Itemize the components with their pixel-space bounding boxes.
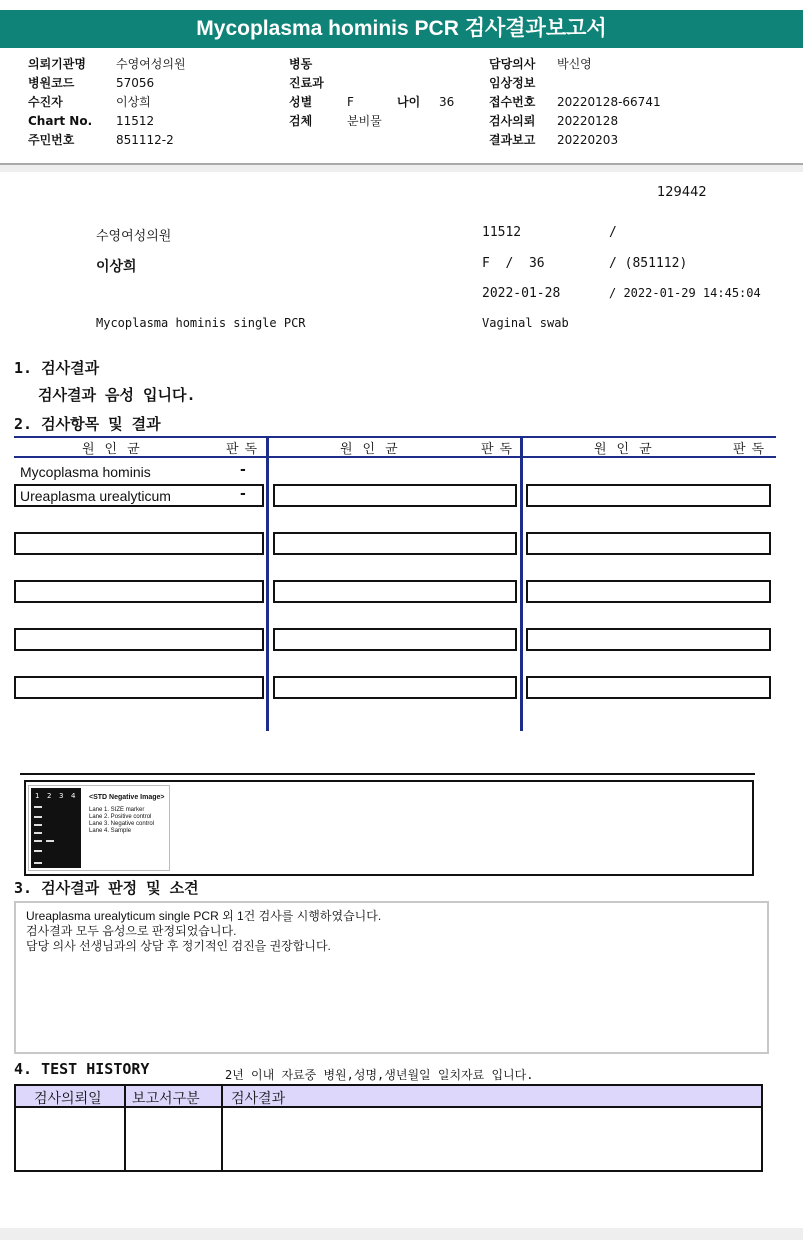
pathogen-result-1: - [240, 462, 246, 478]
summary-request-date: 2022-01-28 [482, 286, 561, 301]
result-cell [273, 484, 517, 507]
summary-report-datetime: / 2022-01-29 14:45:04 [609, 286, 761, 300]
institution-label: 의뢰기관명 [28, 57, 86, 71]
result-cell [273, 532, 517, 555]
gel-band [34, 806, 42, 808]
section2-title: 2. 검사항목 및 결과 [14, 415, 161, 433]
gel-band [34, 832, 42, 834]
report-date-value: 20220203 [557, 133, 619, 147]
report-title: Mycoplasma hominis PCR 검사결과보고서 [0, 10, 803, 48]
col-pathogen-3: 원인균 [594, 442, 662, 457]
gel-caption-line: Lane 4. Sample [89, 828, 132, 834]
chart-no-value: 11512 [116, 114, 155, 128]
doctor-value: 박신영 [557, 57, 592, 71]
age-label: 나이 [397, 95, 421, 109]
result-cell [14, 676, 264, 699]
result-cell [526, 532, 771, 555]
gel-caption-line: Lane 2. Positive control [89, 814, 152, 820]
pathogen-result-2: - [240, 486, 246, 502]
header-col2 [289, 55, 454, 131]
gel-image [28, 785, 170, 871]
section4-title: 4. TEST HISTORY [14, 1060, 150, 1078]
gel-band [46, 840, 54, 842]
pathogen-name-1: Mycoplasma hominis [20, 464, 151, 480]
section1-result: 검사결과 음성 입니다. [38, 386, 196, 404]
lane-number: 4 [71, 792, 76, 800]
summary-chart-no: 11512 [482, 225, 522, 240]
summary-sex-age: F / 36 [482, 256, 545, 271]
col-pathogen-2: 원인균 [340, 442, 408, 457]
summary-test-name: Mycoplasma hominis single PCR [96, 316, 306, 330]
history-col-result: 검사결과 [231, 1091, 286, 1107]
remark-line: Ureaplasma urealyticum single PCR 외 1건 검사를 시행하였습니다. [26, 909, 382, 923]
history-note: 2년 이내 자료중 병원,성명,생년월일 일치자료 입니다. [225, 1068, 534, 1082]
gel-electrophoresis-image [31, 788, 81, 868]
gel-caption-line: Lane 1. SIZE marker [89, 807, 145, 813]
history-col-divider [221, 1086, 223, 1170]
summary-institution: 수영여성의원 [96, 229, 172, 244]
section1-title: 1. 검사결과 [14, 359, 100, 377]
clinical-info-label: 임상정보 [489, 76, 536, 90]
request-date-value: 20220128 [557, 114, 619, 128]
chart-no-label: Chart No. [28, 114, 93, 128]
dept-label: 진료과 [289, 76, 324, 90]
specimen-label: 검체 [289, 114, 313, 128]
result-cell [526, 628, 771, 651]
gel-caption-title: <STD Negative Image> [89, 794, 165, 801]
col-pathogen-1: 원인균 [82, 442, 150, 457]
remark-line: 검사결과 모두 음성으로 판정되었습니다. [26, 924, 237, 938]
gel-caption [89, 794, 164, 835]
gel-band [34, 840, 42, 842]
receipt-no-label: 접수번호 [489, 95, 536, 109]
gel-band [34, 850, 42, 852]
lane-number: 2 [47, 792, 52, 800]
history-table [14, 1084, 763, 1172]
history-col-report-type: 보고서구분 [132, 1091, 200, 1107]
hospital-code-value: 57056 [116, 76, 155, 90]
result-cell [273, 676, 517, 699]
col-judgement-2: 판독 [481, 442, 519, 457]
footer-band [0, 1228, 803, 1240]
summary-patient-name: 이상희 [96, 259, 137, 275]
gel-top-rule [20, 773, 755, 775]
institution-value: 수영여성의원 [116, 57, 186, 71]
header-col3 [489, 55, 661, 150]
receipt-no-value: 20220128-66741 [557, 95, 661, 109]
report-date-label: 결과보고 [489, 133, 536, 147]
lane-number: 3 [59, 792, 64, 800]
grid-col-divider-1 [266, 436, 269, 731]
summary-specimen: Vaginal swab [482, 316, 569, 330]
remark-line: 담당 의사 선생님과의 상담 후 정기적인 검진을 권장합니다. [26, 939, 331, 953]
result-cell [273, 580, 517, 603]
gel-band [34, 816, 42, 818]
gel-caption-line: Lane 3. Negative control [89, 821, 155, 827]
hospital-code-label: 병원코드 [28, 76, 75, 90]
gel-band [34, 862, 42, 864]
patient-value: 이상희 [116, 95, 151, 109]
result-cell [526, 676, 771, 699]
sex-label: 성별 [289, 95, 313, 109]
col-judgement-3: 판독 [733, 442, 771, 457]
col-judgement-1: 판독 [226, 442, 264, 457]
doctor-label: 담당의사 [489, 57, 536, 71]
sex-value: F [347, 95, 354, 109]
grid-col-divider-2 [520, 436, 523, 731]
header-shadow [0, 165, 803, 172]
result-cell [273, 628, 517, 651]
lane-number: 1 [35, 792, 40, 800]
request-date-label: 검사의뢰 [489, 114, 536, 128]
summary-birth: / (851112) [609, 256, 688, 271]
history-table-header [16, 1086, 761, 1108]
section3-title: 3. 검사결과 판정 및 소견 [14, 879, 199, 897]
pathogen-name-2: Ureaplasma urealyticum [20, 488, 171, 504]
summary-chart-slash: / [609, 225, 617, 240]
result-cell [14, 580, 264, 603]
header-col1 [28, 55, 186, 150]
ward-label: 병동 [289, 57, 313, 71]
result-cell [526, 580, 771, 603]
result-cell [14, 628, 264, 651]
resident-no-value: 851112-2 [116, 133, 174, 147]
remark-box [14, 901, 769, 1054]
gel-band [34, 824, 42, 826]
history-col-divider [124, 1086, 126, 1170]
result-cell [526, 484, 771, 507]
result-cell [14, 532, 264, 555]
history-col-request-date: 검사의뢰일 [34, 1091, 102, 1107]
resident-no-label: 주민번호 [28, 133, 75, 147]
patient-label: 수진자 [28, 95, 63, 109]
report-number: 129442 [657, 185, 707, 200]
specimen-value: 분비물 [347, 114, 382, 128]
age-value: 36 [439, 95, 455, 109]
